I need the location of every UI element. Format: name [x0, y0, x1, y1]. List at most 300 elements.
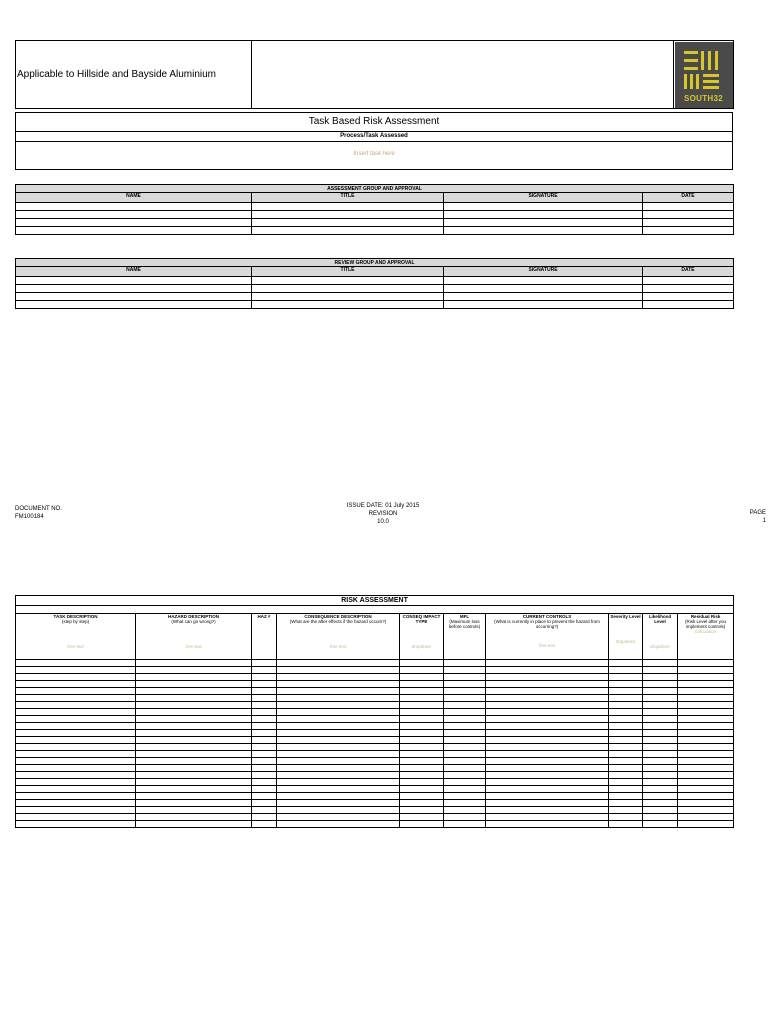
risk-cell[interactable]: [486, 730, 609, 737]
risk-cell[interactable]: [678, 744, 734, 751]
risk-cell[interactable]: [643, 751, 678, 758]
risk-cell[interactable]: [277, 821, 400, 828]
risk-cell[interactable]: [400, 688, 444, 695]
risk-cell[interactable]: [609, 681, 643, 688]
risk-cell[interactable]: [444, 821, 486, 828]
risk-cell[interactable]: [486, 793, 609, 800]
name-cell[interactable]: [16, 301, 252, 309]
risk-cell[interactable]: [16, 751, 136, 758]
page-number: 1: [762, 518, 766, 524]
risk-cell[interactable]: [136, 660, 252, 667]
risk-cell[interactable]: [643, 793, 678, 800]
signature-cell[interactable]: [444, 203, 643, 211]
risk-cell[interactable]: [678, 814, 734, 821]
col-title: Likelihood Level: [648, 614, 672, 624]
risk-cell[interactable]: [486, 751, 609, 758]
risk-cell[interactable]: [609, 730, 643, 737]
risk-cell[interactable]: [444, 751, 486, 758]
issue-date: ISSUE DATE: 01 July 2015: [346, 503, 420, 509]
risk-cell[interactable]: [136, 695, 252, 702]
risk-cell[interactable]: [16, 814, 136, 821]
risk-cell[interactable]: [252, 779, 277, 786]
risk-cell[interactable]: [643, 723, 678, 730]
risk-cell[interactable]: [643, 688, 678, 695]
risk-cell[interactable]: [643, 744, 678, 751]
title-cell[interactable]: [252, 203, 444, 211]
risk-cell[interactable]: [136, 737, 252, 744]
risk-cell[interactable]: [252, 807, 277, 814]
risk-cell[interactable]: [609, 744, 643, 751]
date-cell[interactable]: [643, 301, 734, 309]
risk-cell[interactable]: [609, 695, 643, 702]
risk-cell[interactable]: [678, 779, 734, 786]
date-cell[interactable]: [643, 277, 734, 285]
risk-cell[interactable]: [16, 709, 136, 716]
risk-cell[interactable]: [136, 772, 252, 779]
risk-cell[interactable]: [252, 674, 277, 681]
risk-cell[interactable]: [609, 723, 643, 730]
risk-cell[interactable]: [400, 702, 444, 709]
risk-cell[interactable]: [486, 702, 609, 709]
risk-cell[interactable]: [252, 709, 277, 716]
col-name: NAME: [16, 267, 252, 277]
risk-cell[interactable]: [277, 702, 400, 709]
risk-cell[interactable]: [277, 758, 400, 765]
name-cell[interactable]: [16, 219, 252, 227]
risk-cell[interactable]: [400, 793, 444, 800]
risk-cell[interactable]: [136, 814, 252, 821]
risk-cell[interactable]: [136, 716, 252, 723]
risk-cell[interactable]: [400, 800, 444, 807]
signature-cell[interactable]: [444, 301, 643, 309]
risk-cell[interactable]: [444, 681, 486, 688]
risk-cell[interactable]: [16, 730, 136, 737]
risk-cell[interactable]: [643, 730, 678, 737]
risk-cell[interactable]: [486, 800, 609, 807]
risk-cell[interactable]: [400, 681, 444, 688]
risk-cell[interactable]: [609, 807, 643, 814]
risk-cell[interactable]: [136, 765, 252, 772]
risk-cell[interactable]: [609, 737, 643, 744]
risk-cell[interactable]: [609, 758, 643, 765]
risk-cell[interactable]: [609, 765, 643, 772]
name-cell[interactable]: [16, 203, 252, 211]
risk-cell[interactable]: [486, 737, 609, 744]
name-cell[interactable]: [16, 293, 252, 301]
risk-cell[interactable]: [400, 814, 444, 821]
risk-cell[interactable]: [444, 695, 486, 702]
risk-cell[interactable]: [277, 786, 400, 793]
risk-cell[interactable]: [444, 660, 486, 667]
title-cell[interactable]: [252, 227, 444, 235]
risk-cell[interactable]: [252, 758, 277, 765]
risk-cell[interactable]: [444, 793, 486, 800]
risk-cell[interactable]: [16, 716, 136, 723]
risk-cell[interactable]: [16, 793, 136, 800]
risk-cell[interactable]: [16, 800, 136, 807]
risk-cell[interactable]: [678, 758, 734, 765]
risk-cell[interactable]: [678, 737, 734, 744]
risk-cell[interactable]: [400, 765, 444, 772]
title-cell[interactable]: [252, 301, 444, 309]
date-cell[interactable]: [643, 293, 734, 301]
risk-cell[interactable]: [16, 695, 136, 702]
risk-cell[interactable]: [609, 716, 643, 723]
risk-cell[interactable]: [400, 737, 444, 744]
risk-cell[interactable]: [678, 695, 734, 702]
risk-cell[interactable]: [643, 786, 678, 793]
risk-cell[interactable]: [486, 744, 609, 751]
risk-cell[interactable]: [136, 800, 252, 807]
risk-cell[interactable]: [444, 807, 486, 814]
risk-cell[interactable]: [277, 793, 400, 800]
risk-cell[interactable]: [277, 709, 400, 716]
risk-cell[interactable]: [444, 667, 486, 674]
risk-cell[interactable]: [643, 758, 678, 765]
risk-cell[interactable]: [400, 667, 444, 674]
risk-cell[interactable]: [678, 667, 734, 674]
risk-cell[interactable]: [486, 716, 609, 723]
risk-cell[interactable]: [277, 772, 400, 779]
risk-cell[interactable]: [678, 821, 734, 828]
risk-cell[interactable]: [678, 702, 734, 709]
risk-cell[interactable]: [136, 793, 252, 800]
risk-cell[interactable]: [16, 744, 136, 751]
col-title: TITLE: [252, 267, 444, 277]
col-hint: free text: [329, 644, 347, 649]
col-title: HAZARD DESCRIPTION: [167, 614, 219, 619]
risk-cell[interactable]: [252, 744, 277, 751]
risk-cell[interactable]: [277, 716, 400, 723]
risk-cell[interactable]: [643, 800, 678, 807]
title-cell[interactable]: [252, 277, 444, 285]
risk-cell[interactable]: [252, 723, 277, 730]
risk-cell[interactable]: [486, 765, 609, 772]
risk-cell[interactable]: [16, 723, 136, 730]
risk-cell[interactable]: [678, 786, 734, 793]
risk-cell[interactable]: [252, 737, 277, 744]
risk-cell[interactable]: [609, 709, 643, 716]
date-cell[interactable]: [643, 227, 734, 235]
risk-cell[interactable]: [400, 716, 444, 723]
risk-cell[interactable]: [136, 674, 252, 681]
col-sub: (What are the after effects if the hazard occurs?): [289, 619, 387, 624]
risk-cell[interactable]: [643, 779, 678, 786]
risk-cell[interactable]: [609, 779, 643, 786]
risk-cell[interactable]: [609, 821, 643, 828]
risk-cell[interactable]: [444, 814, 486, 821]
risk-cell[interactable]: [400, 821, 444, 828]
risk-cell[interactable]: [444, 723, 486, 730]
risk-cell[interactable]: [277, 660, 400, 667]
risk-cell[interactable]: [486, 709, 609, 716]
risk-cell[interactable]: [136, 667, 252, 674]
risk-cell[interactable]: [444, 800, 486, 807]
risk-cell[interactable]: [678, 688, 734, 695]
risk-cell[interactable]: [252, 688, 277, 695]
risk-cell[interactable]: [252, 751, 277, 758]
risk-cell[interactable]: [643, 674, 678, 681]
risk-cell[interactable]: [277, 737, 400, 744]
risk-cell[interactable]: [444, 772, 486, 779]
risk-cell[interactable]: [136, 751, 252, 758]
risk-cell[interactable]: [643, 765, 678, 772]
risk-cell[interactable]: [678, 709, 734, 716]
spacer-row: [16, 606, 734, 614]
risk-cell[interactable]: [609, 660, 643, 667]
risk-cell[interactable]: [678, 716, 734, 723]
risk-cell[interactable]: [400, 744, 444, 751]
name-cell[interactable]: [16, 227, 252, 235]
risk-cell[interactable]: [678, 765, 734, 772]
risk-cell[interactable]: [16, 667, 136, 674]
risk-cell[interactable]: [252, 814, 277, 821]
risk-cell[interactable]: [252, 730, 277, 737]
signature-cell[interactable]: [444, 211, 643, 219]
risk-cell[interactable]: [136, 702, 252, 709]
risk-cell[interactable]: [444, 688, 486, 695]
risk-cell[interactable]: [400, 723, 444, 730]
risk-cell[interactable]: [444, 674, 486, 681]
table-row: [16, 786, 734, 793]
risk-cell[interactable]: [444, 758, 486, 765]
risk-cell[interactable]: [643, 681, 678, 688]
risk-cell[interactable]: [609, 702, 643, 709]
risk-cell[interactable]: [16, 674, 136, 681]
risk-cell[interactable]: [136, 723, 252, 730]
risk-cell[interactable]: [136, 786, 252, 793]
revision-label: REVISION: [368, 511, 398, 517]
title-cell[interactable]: [252, 211, 444, 219]
risk-cell[interactable]: [16, 758, 136, 765]
table-row: [16, 730, 734, 737]
risk-cell[interactable]: [609, 667, 643, 674]
risk-cell[interactable]: [16, 688, 136, 695]
risk-cell[interactable]: [609, 674, 643, 681]
name-cell[interactable]: [16, 211, 252, 219]
risk-cell[interactable]: [277, 688, 400, 695]
risk-cell[interactable]: [277, 751, 400, 758]
table-row: [16, 695, 734, 702]
signature-cell[interactable]: [444, 227, 643, 235]
risk-cell[interactable]: [252, 821, 277, 828]
risk-cell[interactable]: [643, 821, 678, 828]
risk-cell[interactable]: [678, 772, 734, 779]
risk-cell[interactable]: [486, 821, 609, 828]
title-cell[interactable]: [252, 219, 444, 227]
risk-cell[interactable]: [252, 660, 277, 667]
risk-cell[interactable]: [643, 709, 678, 716]
risk-cell[interactable]: [16, 772, 136, 779]
risk-cell[interactable]: [252, 793, 277, 800]
risk-cell[interactable]: [444, 786, 486, 793]
risk-cell[interactable]: [16, 779, 136, 786]
risk-cell[interactable]: [136, 730, 252, 737]
risk-cell[interactable]: [400, 758, 444, 765]
risk-cell[interactable]: [678, 793, 734, 800]
risk-cell[interactable]: [486, 779, 609, 786]
risk-cell[interactable]: [609, 688, 643, 695]
risk-cell[interactable]: [277, 695, 400, 702]
risk-cell[interactable]: [486, 688, 609, 695]
process-input[interactable]: [16, 142, 732, 169]
risk-cell[interactable]: [400, 786, 444, 793]
date-cell[interactable]: [643, 285, 734, 293]
review-group-table: [15, 258, 734, 309]
doc-number: FM100184: [15, 514, 44, 520]
risk-cell[interactable]: [277, 723, 400, 730]
applicable-cell: [16, 41, 252, 109]
risk-cell[interactable]: [16, 807, 136, 814]
risk-cell[interactable]: [136, 709, 252, 716]
process-placeholder: Insert task here: [353, 151, 395, 157]
risk-cell[interactable]: [16, 821, 136, 828]
risk-cell[interactable]: [16, 786, 136, 793]
risk-cell[interactable]: [277, 667, 400, 674]
risk-cell[interactable]: [444, 779, 486, 786]
risk-cell[interactable]: [277, 744, 400, 751]
risk-cell[interactable]: [252, 800, 277, 807]
risk-cell[interactable]: [609, 786, 643, 793]
table-row: [16, 227, 734, 235]
col-hint: dropdown: [615, 639, 636, 644]
risk-cell[interactable]: [136, 688, 252, 695]
risk-cell[interactable]: [678, 660, 734, 667]
risk-cell[interactable]: [400, 779, 444, 786]
risk-cell[interactable]: [486, 674, 609, 681]
risk-cell[interactable]: [252, 667, 277, 674]
risk-cell[interactable]: [136, 807, 252, 814]
risk-cell[interactable]: [252, 765, 277, 772]
risk-cell[interactable]: [643, 716, 678, 723]
risk-cell[interactable]: [400, 807, 444, 814]
risk-cell[interactable]: [678, 674, 734, 681]
risk-cell[interactable]: [444, 765, 486, 772]
risk-cell[interactable]: [444, 709, 486, 716]
signature-cell[interactable]: [444, 277, 643, 285]
risk-cell[interactable]: [277, 814, 400, 821]
risk-cell[interactable]: [444, 737, 486, 744]
risk-cell[interactable]: [444, 716, 486, 723]
title-cell[interactable]: [252, 285, 444, 293]
risk-cell[interactable]: [643, 667, 678, 674]
risk-cell[interactable]: [486, 807, 609, 814]
date-cell[interactable]: [643, 219, 734, 227]
col-title: TASK DESCRIPTION: [53, 614, 98, 619]
risk-cell[interactable]: [16, 660, 136, 667]
risk-cell[interactable]: [400, 730, 444, 737]
risk-cell[interactable]: [678, 723, 734, 730]
risk-cell[interactable]: [486, 660, 609, 667]
table-row: [16, 702, 734, 709]
assessment-group-heading: ASSESSMENT GROUP AND APPROVAL: [16, 185, 734, 193]
risk-cell[interactable]: [444, 744, 486, 751]
risk-cell[interactable]: [486, 758, 609, 765]
risk-cell[interactable]: [16, 702, 136, 709]
risk-cell[interactable]: [643, 737, 678, 744]
risk-cell[interactable]: [486, 681, 609, 688]
risk-cell[interactable]: [643, 772, 678, 779]
risk-cell[interactable]: [277, 681, 400, 688]
risk-cell[interactable]: [136, 758, 252, 765]
col-title: TITLE: [252, 193, 444, 203]
risk-cell[interactable]: [609, 793, 643, 800]
title-cell[interactable]: [252, 293, 444, 301]
risk-cell[interactable]: [136, 779, 252, 786]
risk-cell[interactable]: [400, 772, 444, 779]
col-title: MFL: [459, 614, 470, 619]
risk-cell[interactable]: [252, 716, 277, 723]
risk-cell[interactable]: [277, 779, 400, 786]
risk-cell[interactable]: [252, 786, 277, 793]
risk-cell[interactable]: [400, 695, 444, 702]
risk-cell[interactable]: [16, 765, 136, 772]
col-sub: (Risk Level after you implement controls): [685, 619, 727, 629]
risk-cell[interactable]: [252, 772, 277, 779]
risk-cell[interactable]: [277, 765, 400, 772]
risk-cell[interactable]: [136, 744, 252, 751]
risk-cell[interactable]: [486, 772, 609, 779]
risk-cell[interactable]: [16, 737, 136, 744]
risk-cell[interactable]: [609, 814, 643, 821]
risk-cell[interactable]: [277, 807, 400, 814]
risk-cell[interactable]: [136, 681, 252, 688]
risk-cell[interactable]: [486, 723, 609, 730]
date-cell[interactable]: [643, 211, 734, 219]
risk-cell[interactable]: [643, 702, 678, 709]
risk-cell[interactable]: [678, 751, 734, 758]
risk-cell[interactable]: [400, 751, 444, 758]
risk-cell[interactable]: [643, 814, 678, 821]
risk-cell[interactable]: [252, 681, 277, 688]
document-title: Task Based Risk Assessment: [16, 113, 732, 132]
risk-cell[interactable]: [277, 800, 400, 807]
risk-cell[interactable]: [277, 730, 400, 737]
risk-cell[interactable]: [252, 702, 277, 709]
risk-cell[interactable]: [400, 674, 444, 681]
risk-cell[interactable]: [643, 660, 678, 667]
name-cell[interactable]: [16, 277, 252, 285]
risk-cell[interactable]: [252, 695, 277, 702]
risk-cell[interactable]: [609, 772, 643, 779]
risk-cell[interactable]: [136, 821, 252, 828]
risk-cell[interactable]: [643, 807, 678, 814]
risk-cell[interactable]: [444, 730, 486, 737]
risk-cell[interactable]: [486, 786, 609, 793]
risk-cell[interactable]: [486, 814, 609, 821]
risk-cell[interactable]: [643, 695, 678, 702]
risk-cell[interactable]: [486, 667, 609, 674]
risk-cell[interactable]: [678, 730, 734, 737]
blank-header-cell[interactable]: [252, 41, 674, 109]
signature-cell[interactable]: [444, 293, 643, 301]
signature-cell[interactable]: [444, 219, 643, 227]
risk-cell[interactable]: [609, 751, 643, 758]
risk-cell[interactable]: [400, 709, 444, 716]
risk-cell[interactable]: [678, 807, 734, 814]
risk-cell[interactable]: [609, 800, 643, 807]
risk-cell[interactable]: [678, 681, 734, 688]
risk-cell[interactable]: [444, 702, 486, 709]
name-cell[interactable]: [16, 285, 252, 293]
date-cell[interactable]: [643, 203, 734, 211]
risk-cell[interactable]: [678, 800, 734, 807]
signature-cell[interactable]: [444, 285, 643, 293]
risk-cell[interactable]: [400, 660, 444, 667]
risk-cell[interactable]: [16, 681, 136, 688]
risk-cell[interactable]: [277, 674, 400, 681]
risk-cell[interactable]: [486, 695, 609, 702]
